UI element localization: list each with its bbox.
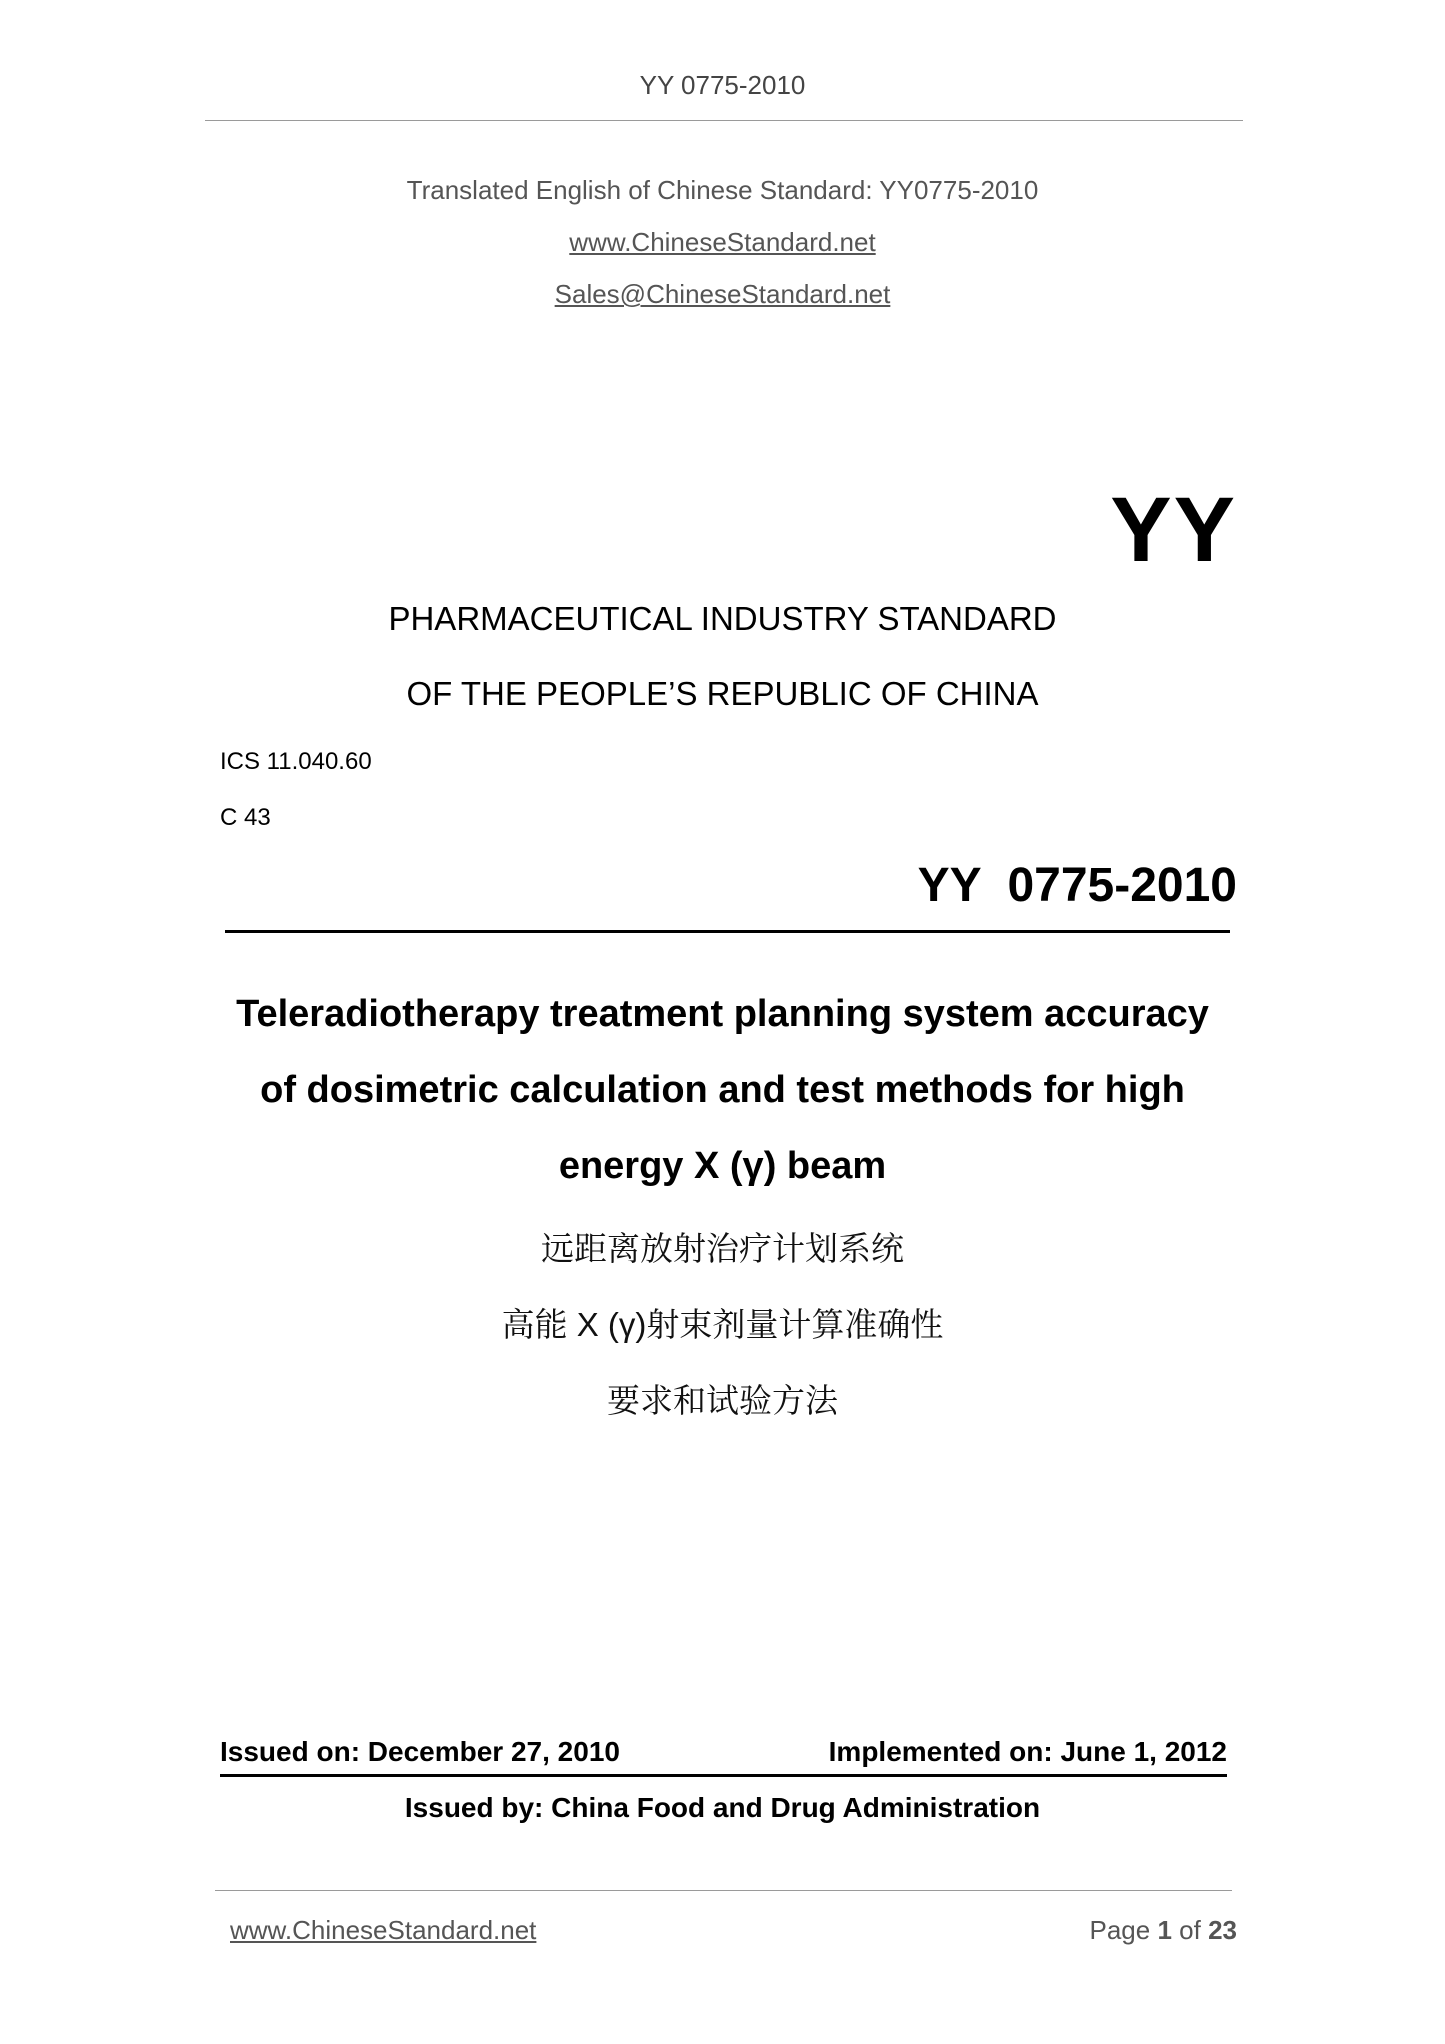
title-zh-line-2: 高能 X (γ)射束剂量计算准确性	[501, 1306, 944, 1343]
header-rule	[205, 120, 1243, 121]
page-current: 1	[1157, 1915, 1172, 1945]
standard-number-rule	[225, 930, 1230, 933]
footer-rule	[215, 1890, 1232, 1891]
ccs-code: C 43	[220, 804, 271, 831]
implemented-on: Implemented on: June 1, 2012	[828, 1736, 1227, 1767]
org-line-1: PHARMACEUTICAL INDUSTRY STANDARD	[388, 600, 1057, 637]
title-en-line-3: energy X (γ) beam	[558, 1145, 887, 1187]
title-zh-line-3: 要求和试验方法	[607, 1382, 838, 1419]
page-of: of	[1179, 1915, 1201, 1945]
page-total: 23	[1208, 1915, 1237, 1945]
sales-email-link[interactable]: Sales@ChineseStandard.net	[554, 279, 891, 309]
standard-category-mark: YY	[1110, 479, 1237, 581]
ics-code: ICS 11.040.60	[220, 748, 372, 775]
title-en-line-2: of dosimetric calculation and test methods for high	[260, 1069, 1185, 1111]
issue-rule	[220, 1774, 1227, 1777]
running-header: YY 0775-2010	[639, 70, 806, 100]
translated-line: Translated English of Chinese Standard: YY0775-2010	[406, 175, 1039, 205]
footer-website-link[interactable]: www.ChineseStandard.net	[230, 1915, 537, 1945]
page-number	[1089, 1915, 1237, 1946]
standard-number: YY 0775-2010	[917, 859, 1237, 912]
page-word: Page	[1089, 1915, 1151, 1945]
issued-by: Issued by: China Food and Drug Administration	[404, 1792, 1041, 1823]
website-link[interactable]: www.ChineseStandard.net	[569, 227, 876, 257]
org-line-2: OF THE PEOPLE’S REPUBLIC OF CHINA	[406, 675, 1039, 712]
issued-on: Issued on: December 27, 2010	[220, 1736, 620, 1767]
title-en-line-1: Teleradiotherapy treatment planning system accuracy	[236, 993, 1209, 1035]
title-zh-line-1: 远距离放射治疗计划系统	[541, 1230, 904, 1267]
